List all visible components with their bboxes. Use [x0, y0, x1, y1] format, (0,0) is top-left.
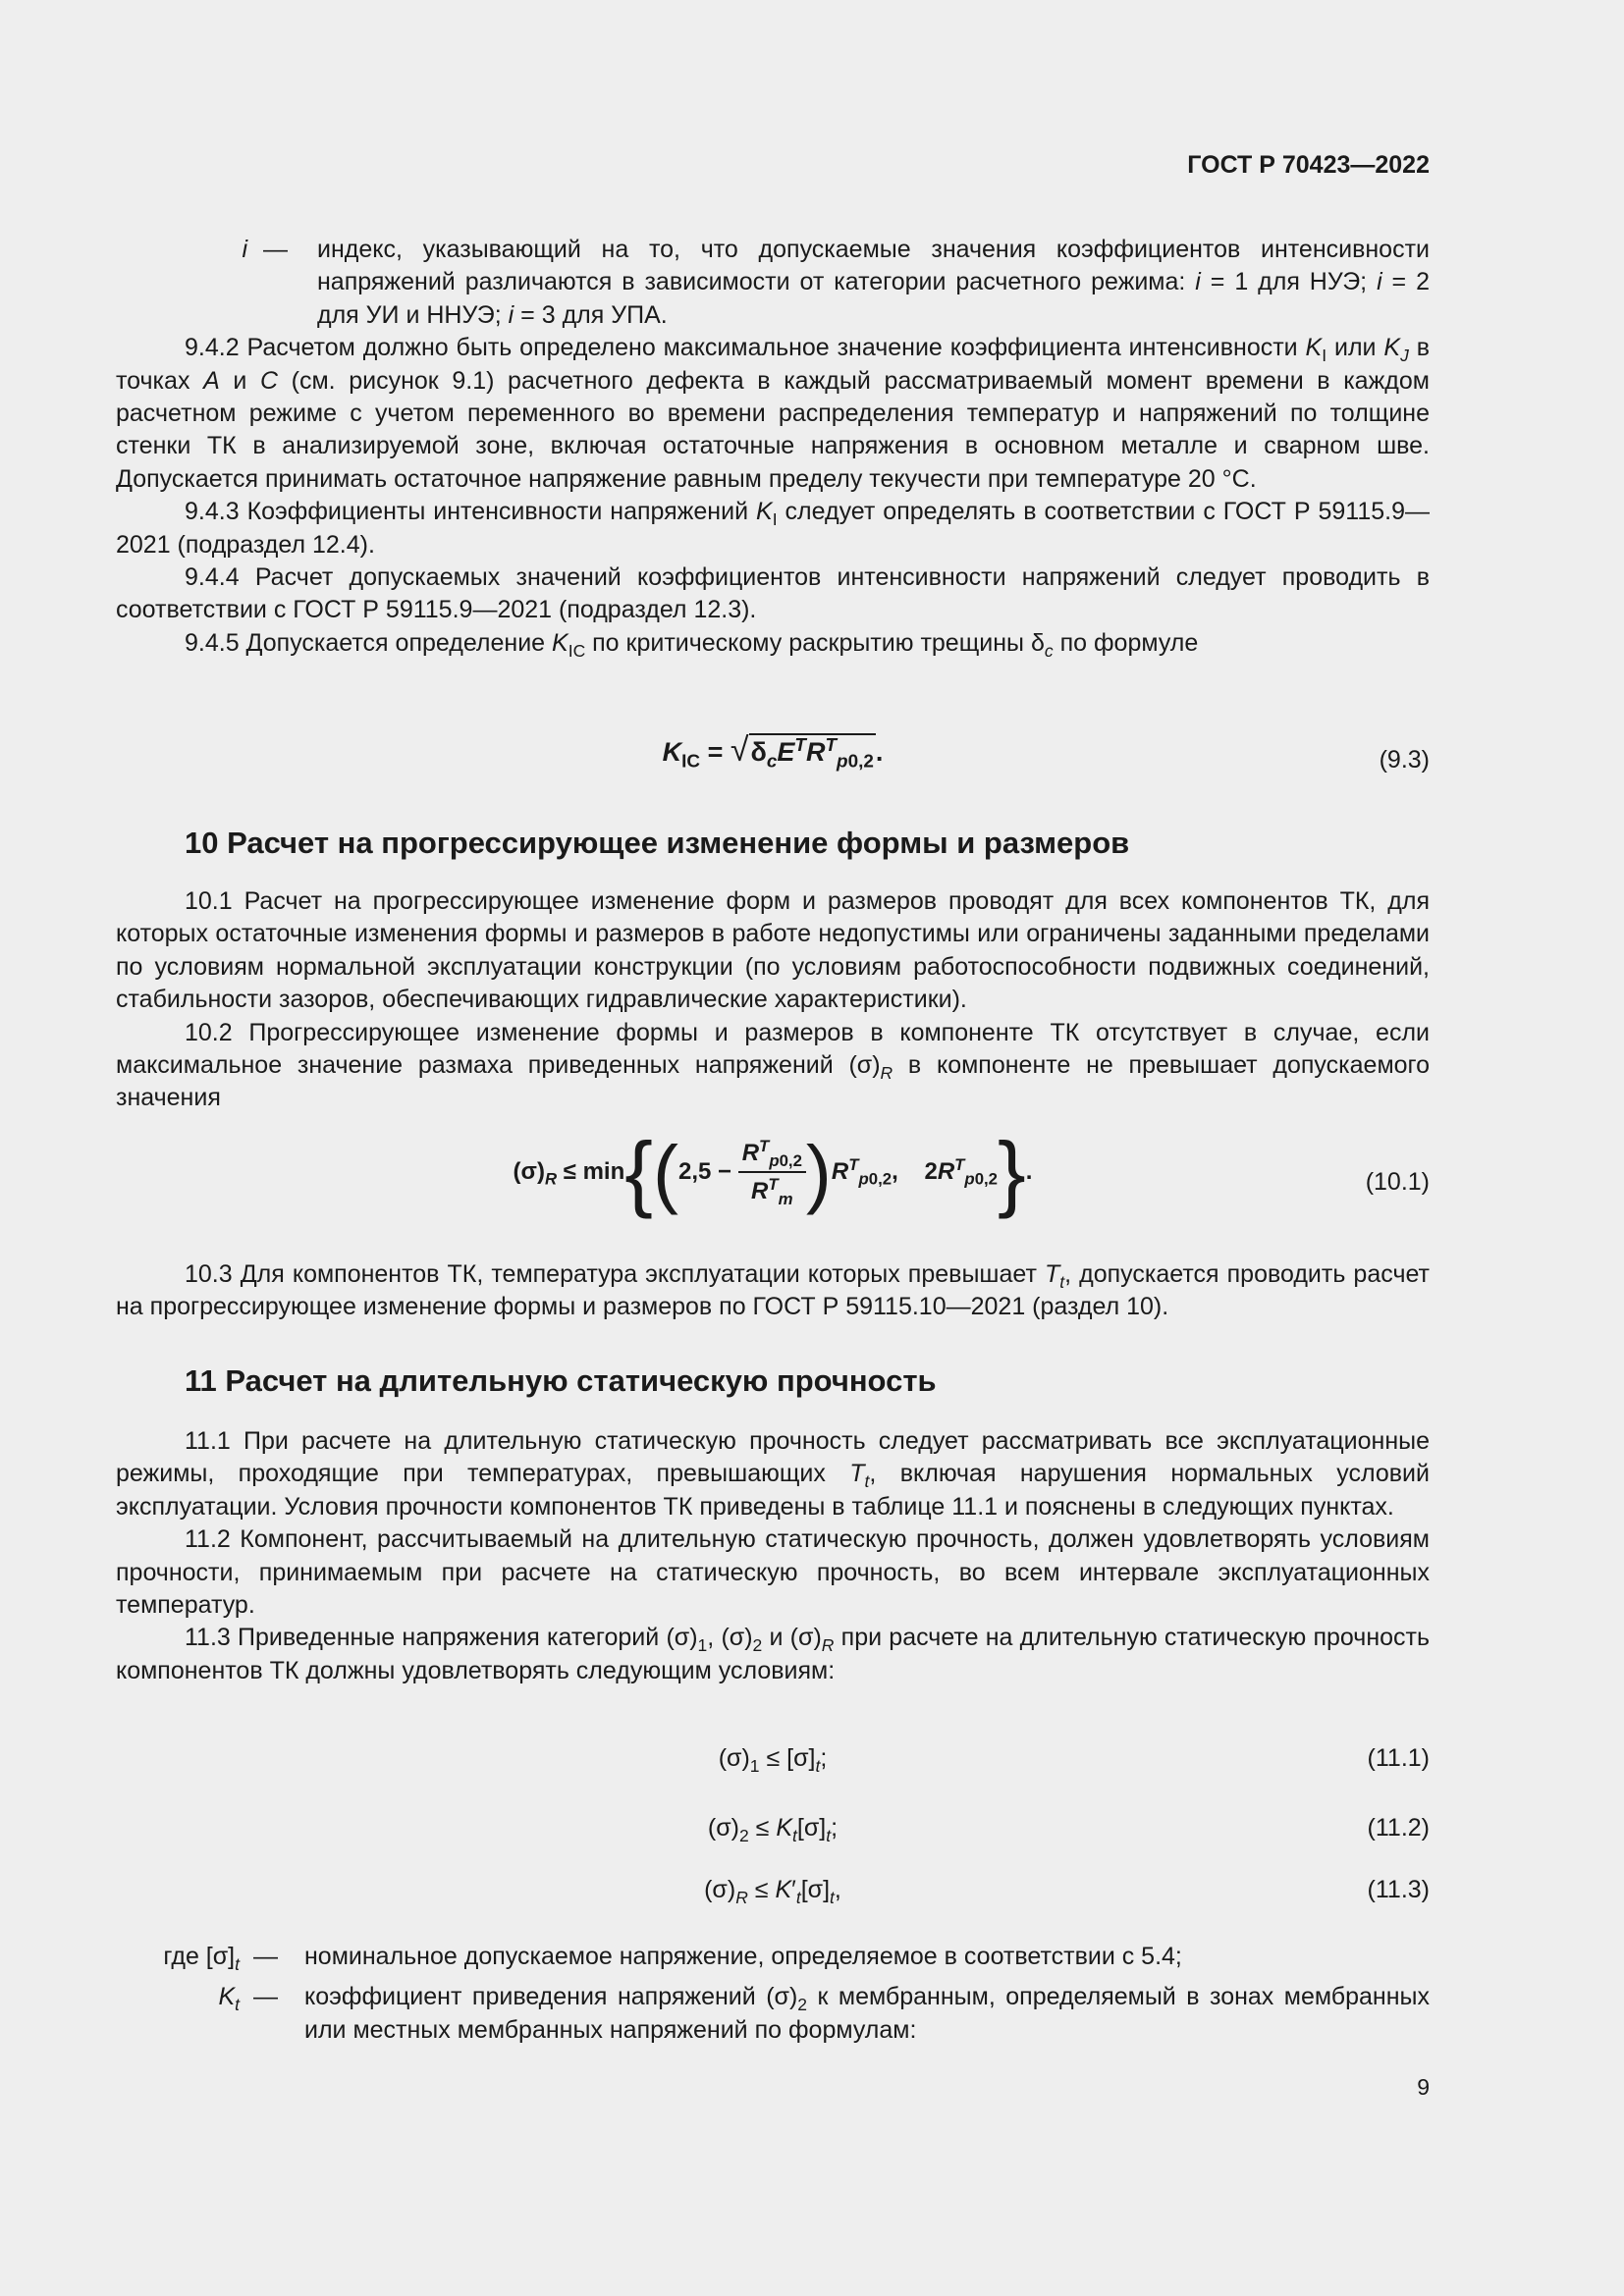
paragraph-11-3: 11.3 Приведенные напряжения категорий $(\sigma)_1$, $(\sigma)_2$ и $(\sigma)_R$ при расчете на длительную статическую прочность компонентов ТК должны удовлетворять следующим условиям:	[116, 1624, 1430, 1684]
paragraph-10-1: 10.1 Расчет на прогрессирующее изменение форм и размеров проводят для всех компонентов ТК, для которых остаточные изменения формы и размеров в работе недопустимы или ограничены заданными пределами по условиям нормальной эксплуатации конструкции (по условиям работоспособности подвижных соединений, стабильности зазоров, обеспечивающих гидравлические характеристики).	[116, 887, 1430, 1014]
document-header: ГОСТ Р 70423—2022	[1187, 151, 1430, 179]
paragraph-10-2: 10.2 Прогрессирующее изменение формы и размеров в компоненте ТК отсутствует в случае, если максимальное значение размаха приведенных напряжений $(\sigma)_R$ в компоненте не превышает допускаемого значения	[116, 1018, 1431, 1112]
formula-9-3-expression: $K_{IC} = √\delta_cE^TR^T_{p0,2}$.	[662, 731, 884, 773]
formula-11-2	[116, 1812, 1430, 1844]
paragraph-11-2: 11.2 Компонент, рассчитываемый на длительную статическую прочность, должен удовлетворять условиям прочности, принимаемым при расчете на статическую прочность, во всем интервале эксплуатационных температур.	[116, 1525, 1430, 1620]
section-11	[116, 1425, 1430, 1687]
definition-i	[116, 234, 1430, 332]
formula-11-3-expression: $(\sigma)_R \le K'_t[\sigma]_t$,	[704, 1876, 841, 1907]
formula-10-1-number: (10.1)	[1365, 1168, 1430, 1196]
formula-11-2-number: (11.2)	[1367, 1814, 1430, 1842]
formula-11-3-number: (11.3)	[1367, 1876, 1430, 1903]
definitions-bottom	[116, 1941, 1430, 2047]
definition-sigma-t	[116, 1941, 1430, 1973]
paragraph-9-4-4: 9.4.4 Расчет допускаемых значений коэффициентов интенсивности напряжений следует проводить в соответствии с ГОСТ Р 59115.9—2021 (подраздел 12.3).	[116, 563, 1430, 624]
paragraph-9-4-2: 9.4.2 Расчетом должно быть определено максимальное значение коэффициента интенсивности $K_I$ или $K_J$ в точках A и C (см. рисунок 9.1) расчетного дефекта в каждый рассматриваемый момент времени в каждом расчетном режиме с учетом переменного во времени распределения температур и напряжений по толщине стенки ТК в анализируемой зоне, включая остаточные напряжения в основном металле и сварном шве. Допускается принимать остаточное напряжение равным пределу текучести при температуре 20 °С.	[116, 334, 1430, 493]
paragraph-10-3: 10.3 Для компонентов ТК, температура эксплуатации которых превышает $T_t$, допускается проводить расчет на прогрессирующее изменение формы и размеров по ГОСТ Р 59115.10—2021 (раздел 10).	[116, 1260, 1430, 1321]
section-10-3	[116, 1258, 1430, 1324]
definition-dash: —	[263, 236, 288, 263]
formula-11-1	[116, 1742, 1430, 1775]
paragraph-9-4-3: 9.4.3 Коэффициенты интенсивности напряжений $K_I$ следует определять в соответствии с ГОСТ Р 59115.9—2021 (подраздел 12.4).	[116, 498, 1430, 559]
definition-desc: индекс, указывающий на то, что допускаемые значения коэффициентов интенсивности напряжений различаются в зависимости от категории расчетного режима: i = 1 для НУЭ; i = 2 для УИ и ННУЭ; i = 3 для УПА.	[317, 236, 1431, 329]
formula-11-3	[116, 1874, 1430, 1906]
formula-10-1	[116, 1125, 1430, 1229]
formula-9-3-number: (9.3)	[1379, 746, 1430, 774]
section-11-heading: 11 Расчет на длительную статическую прочность	[185, 1363, 937, 1398]
definition-term: $K_t$	[218, 1983, 240, 2015]
section-9-4	[116, 234, 1430, 660]
definition-dash: —	[253, 1943, 278, 1970]
definition-dash: —	[253, 1983, 278, 2011]
definition-desc: коэффициент приведения напряжений $(\sigma)_2$ к мембранным, определяемый в зонах мембранных или местных мембранных напряжений по формулам:	[304, 1983, 1430, 2044]
paragraph-9-4-5: 9.4.5 Допускается определение $K_{IC}$ по критическому раскрытию трещины $\delta_c$ по формуле	[185, 628, 1199, 661]
definition-desc: номинальное допускаемое напряжение, определяемое в соответствии с 5.4;	[304, 1943, 1182, 1970]
definition-term: где $[\sigma]_t$	[163, 1943, 240, 1974]
definition-kt	[116, 1981, 1430, 2047]
formula-11-2-expression: $(\sigma)_2 \le K_t[\sigma]_t$;	[707, 1814, 839, 1845]
formula-11-1-expression: $(\sigma)_1 \le [\sigma]_t$;	[718, 1744, 828, 1776]
section-10-heading-wrap	[116, 827, 1430, 859]
page-number: 9	[1417, 2074, 1430, 2100]
section-10	[116, 885, 1430, 1115]
section-11-heading-wrap	[116, 1364, 1430, 1397]
formula-11-1-number: (11.1)	[1367, 1744, 1430, 1772]
paragraph-11-1: 11.1 При расчете на длительную статическую прочность следует рассматривать все эксплуатационные режимы, проходящие при температурах, превышающих $T_t$, включая нарушения нормальных условий эксплуатации. Условия прочности компонентов ТК приведены в таблице 11.1 и пояснены в следующих пунктах.	[116, 1427, 1430, 1521]
definition-term: i	[242, 236, 247, 263]
formula-9-3	[116, 731, 1430, 783]
section-10-heading: 10 Расчет на прогрессирующее изменение формы и размеров	[185, 826, 1130, 860]
formula-10-1-expression: $(\sigma)_R \le \min\{(2,5$ − $\frac{R^T_{p0,2}}{R^T_m}$ )$R^T_{p0,2}$, $2R^T_{p0,2}$}.	[513, 1125, 1033, 1220]
